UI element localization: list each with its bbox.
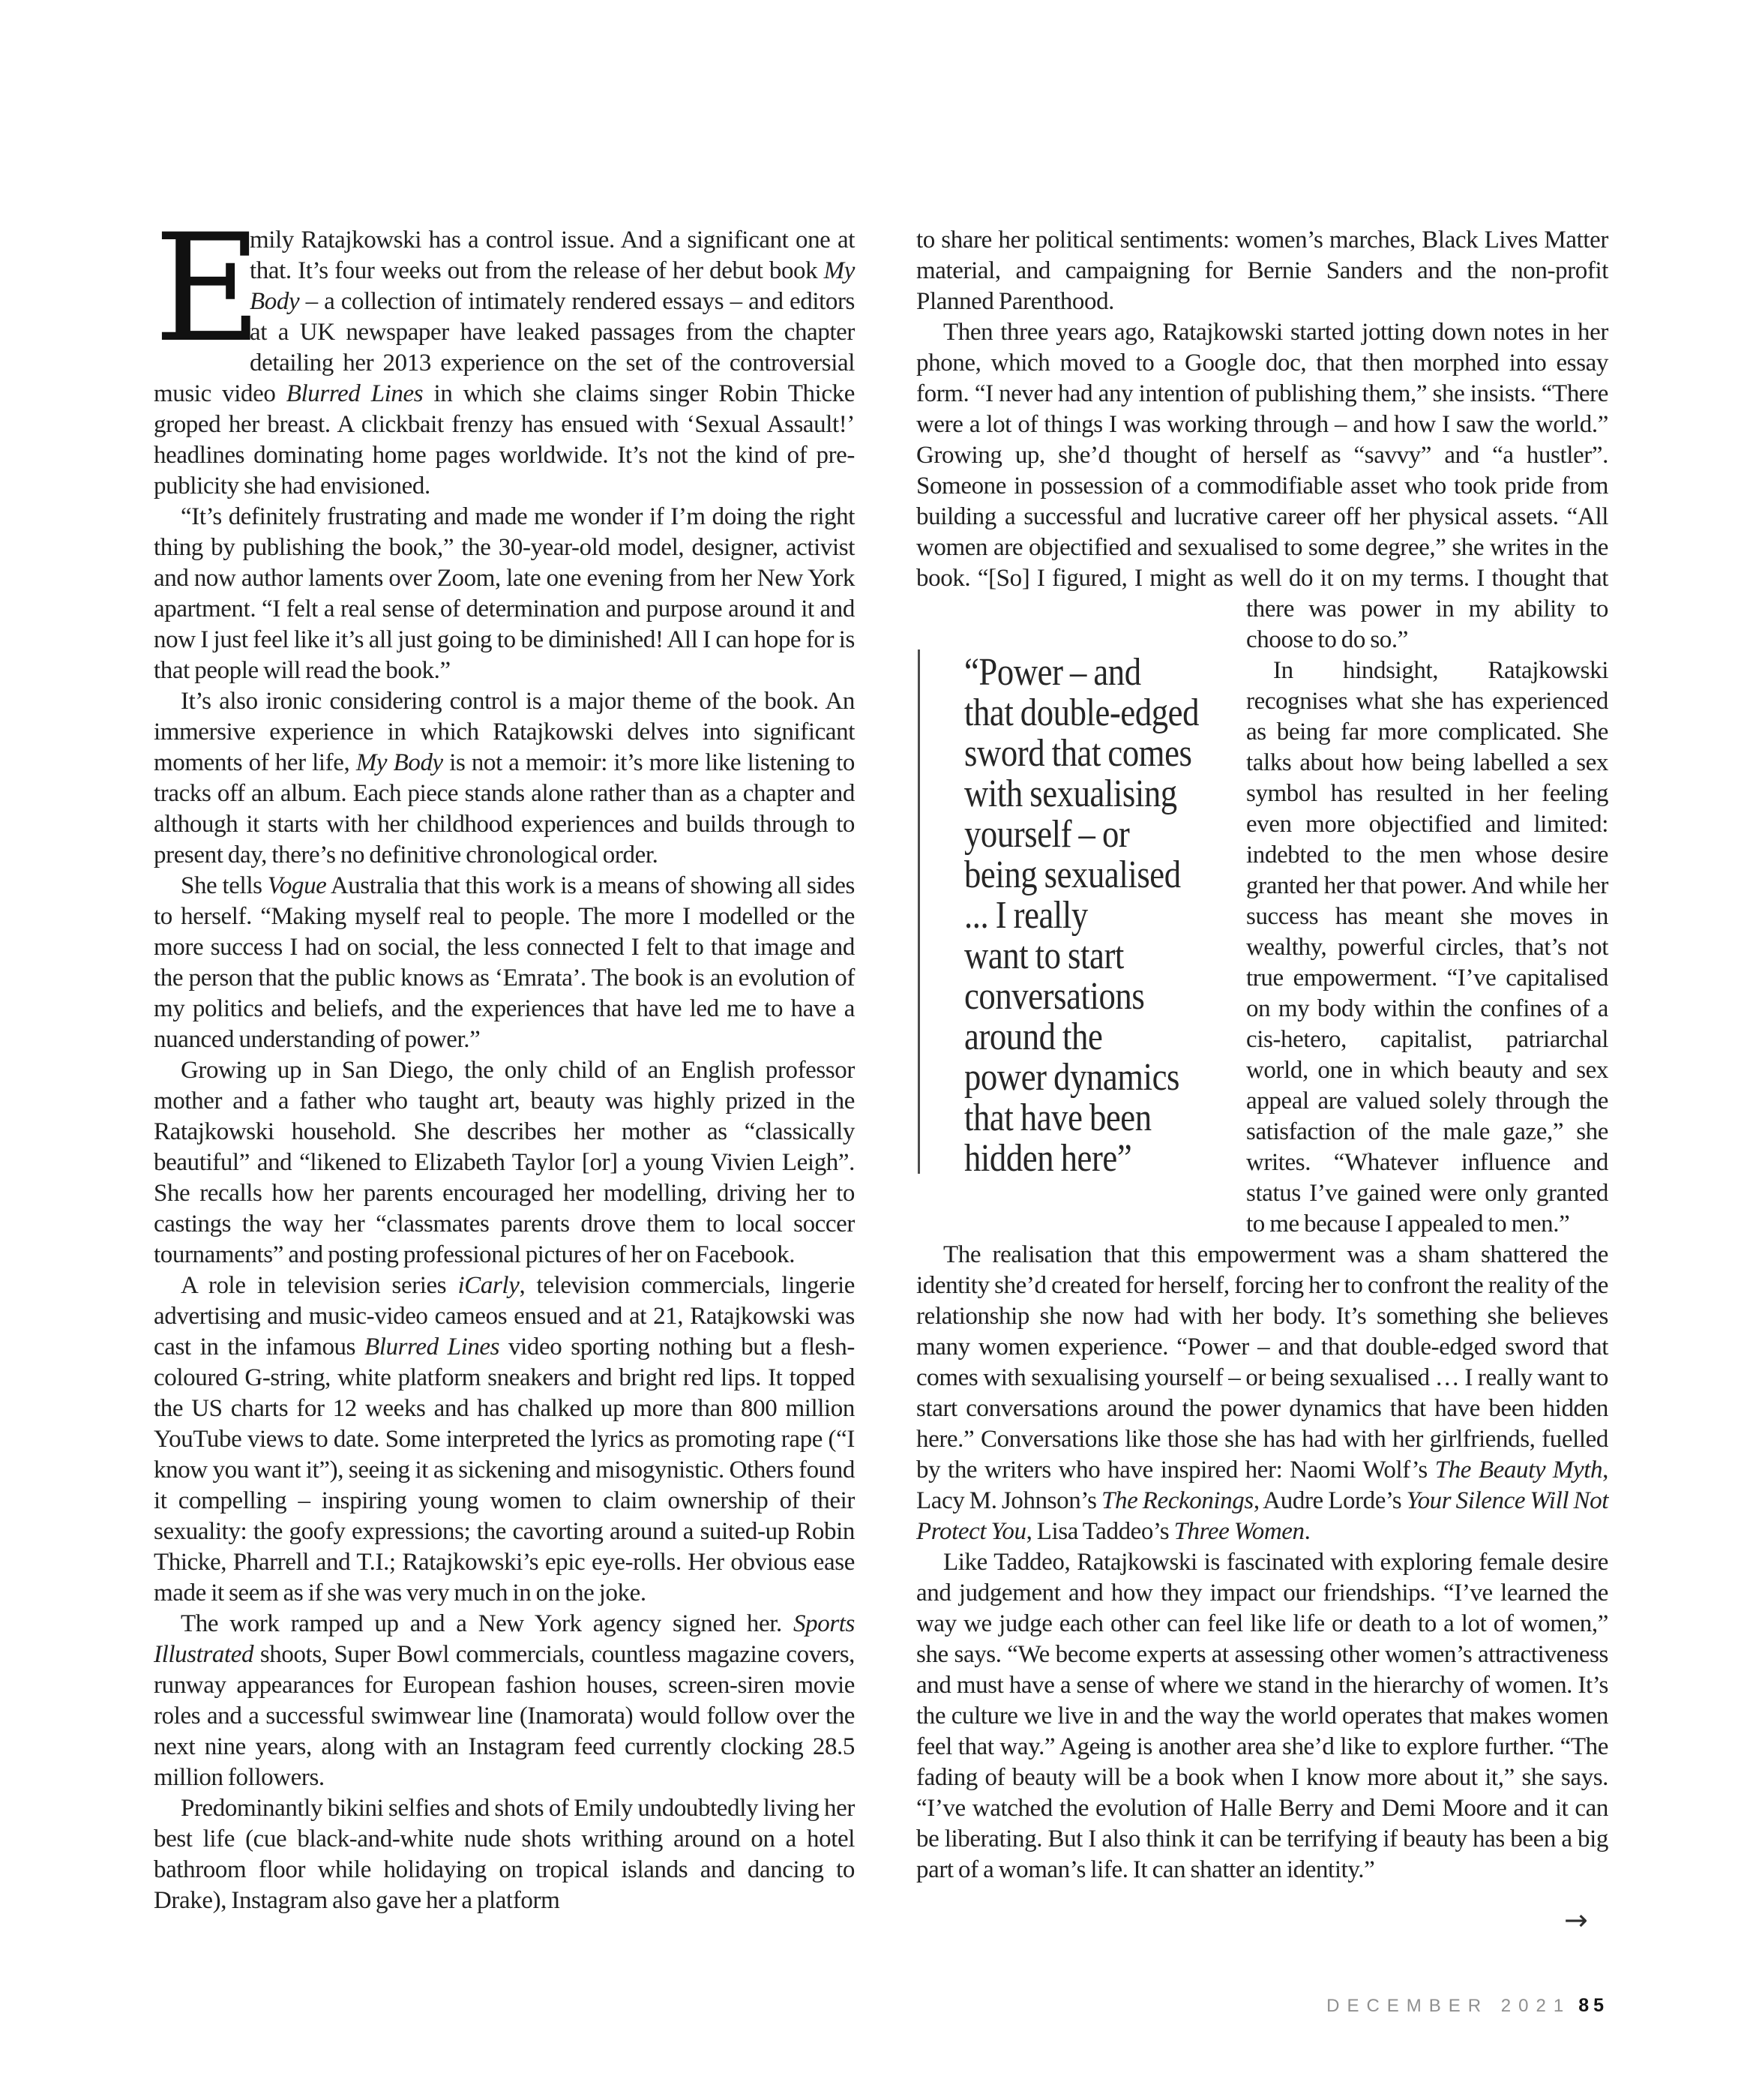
body-paragraph: Predominantly bikini selfies and shots of Emily undoubtedly living her best life (cue black-and-white nude shots writhing around on a hotel bathroom floor while holidaying on tropical islands and dancing to Drake), Instagram also gave her a platform: [154, 1795, 855, 1914]
pull-quote-line: “Power – and: [964, 651, 1141, 694]
body-paragraph: It’s also ironic considering control is a major theme of the book. An immersive experience in which Ratajkowski delves into significant moments of her life, My Body is not a memoir: it’s more like listening to tracks off an album. Each piece stands alone rather than as a chapter and although it starts with her childhood experiences and builds through to present day, there’s no definitive chronological order.: [154, 688, 855, 868]
continuation-arrow-icon: →: [1564, 1904, 1588, 1936]
pull-quote-line: power dynamics: [964, 1056, 1180, 1099]
pull-quote-line: conversations: [964, 975, 1145, 1018]
opening-paragraph-text: mily Ratajkowski has a control issue. And a significant one at that. It’s four weeks out from the release of her debut book My Body – a collection of intimately rendered essays – and editors at a UK newspaper have leaked passages from the chapter detailing her 2013 experience on the set of the controversial music video Blurred Lines in which she claims singer Robin Thicke groped her breast. A clickbait frenzy has ensued with ‘Sexual Assault!’ headlines dominating home pages worldwide. It’s not the kind of pre-publicity she had envisioned.: [154, 226, 856, 500]
body-paragraph: Like Taddeo, Ratajkowski is fascinated with exploring female desire and judgement and how they impact our friendships. “I’ve learned the way we judge each other can feel like life or death to a lot of women,” she says. “We become experts at assessing other women’s attractiveness and must have a sense of where we stand in the hierarchy of women. It’s the culture we live in and the way the world operates that makes women feel that way.” Ageing is another area she’d like to explore further. “The fading of beauty will be a book when I know more about it,” she says. “I’ve watched the evolution of Halle Berry and Demi Moore and it can be liberating. But I also think it can be terrifying if beauty has been a big part of a woman’s life. It can shatter an identity.”: [916, 1549, 1608, 1883]
page-footer: [1326, 1995, 1608, 2017]
body-paragraph: The realisation that this empowerment was a sham shattered the identity she’d created for herself, forcing her to confront the reality of the relationship she now had with her body. It’s something she believes many women experience. “Power – and that double-edged sword that comes with sexualising yourself – or being sexualised … I really want to start conversations around the power dynamics that have been hidden here.” Conversations like those she has had with her girlfriends, fuelled by the writers who have inspired her: Naomi Wolf’s The Beauty Myth, Lacy M. Johnson’s The Reckonings, Audre Lorde’s Your Silence Will Not Protect You, Lisa Taddeo’s Three Women.: [916, 1241, 1609, 1545]
article-body: [154, 202, 1609, 1916]
body-paragraph: to share her political sentiments: women’s marches, Black Lives Matter material, and campaigning for Bernie Sanders and the non-profit Planned Parenthood.: [916, 226, 1608, 315]
pull-quote-line: ... I really: [964, 894, 1088, 937]
left-column: [154, 202, 856, 1916]
pull-quote-line: sword that comes: [964, 732, 1192, 775]
body-paragraph: Then three years ago, Ratajkowski started jotting down notes in her phone, which moved to a Google doc, that then morphed into essay form. “I never had any intention of publishing them,” she insists. “There were a lot of things I was working through – and how I saw the world.” Growing up, she’d thought of herself as “savvy” and “a hustler”. Someone in possession of a commodifiable asset who took pride from building a successful and lucrative career off her physical assets. “All women are objectified and sexualised to some degree,” she writes in the book. “[So] I figured, I might as well do it on my terms. I thought that there was power in my ability to choose to do so.”: [916, 319, 1608, 653]
pull-quote-line: yourself – or: [964, 813, 1130, 856]
opening-paragraph: [154, 202, 856, 502]
body-paragraph: “It’s definitely frustrating and made me wonder if I’m doing the right thing by publishing the book,” the 30-year-old model, designer, activist and now author laments over Zoom, late one evening from her New York apartment. “I felt a real sense of determination and purpose around it and now I just feel like it’s all just going to be diminished! All I can hope for is that people will read the book.”: [154, 503, 855, 684]
pull-quote-line: want to start: [964, 934, 1124, 977]
page-number: 85: [1578, 1995, 1608, 2016]
pull-quote-line: being sexualised: [964, 854, 1181, 896]
body-paragraph: In hindsight, Ratajkowski recognises what she has experienced as being far more complicated. She talks about how being labelled a sex symbol has resulted in her feeling even more objectified and limited: indebted to the men whose desire granted her that power. And while her success has meant she moves in wealthy, powerful circles, that’s not true empowerment. “I’ve capitalised on my body within the confines of a cis-hetero, capitalist, patriarchal world, one in which beauty and sex appeal are valued solely through the satisfaction of the male gaze,” she writes. “Whatever influence and status I’ve gained were only granted to me because I appealed to men.”: [1246, 657, 1608, 1238]
pull-quote-line: with sexualising: [964, 772, 1177, 815]
pull-quote-line: that double-edged: [964, 692, 1200, 734]
issue-date: DECEMBER 2021: [1326, 1996, 1572, 2016]
pull-quote-rule: [918, 650, 920, 1174]
pull-quote-line: hidden here”: [964, 1137, 1132, 1180]
body-paragraph: Growing up in San Diego, the only child of an English professor mother and a father who taught art, beauty was highly prized in the Ratajkowski household. She describes her mother as “classically beautiful” and “likened to Elizabeth Taylor [or] a young Vivien Leigh”. She recalls how her parents encouraged her modelling, driving her to castings the way her “classmates parents drove them to local soccer tournaments” and posting professional pictures of her on Facebook.: [154, 1057, 855, 1268]
body-paragraph: The work ramped up and a New York agency signed her. Sports Illustrated shoots, Super Bowl commercials, countless magazine covers, runway appearances for European fashion houses, screen-siren movie roles and a successful swimwear line (Inamorata) would follow over the next nine years, along with an Instagram feed currently clocking 28.5 million followers.: [154, 1610, 855, 1791]
pull-quote: [916, 594, 1246, 1240]
pull-quote-line: that have been: [964, 1096, 1152, 1139]
right-column: [916, 225, 1608, 1916]
body-paragraph: She tells Vogue Australia that this work is a means of showing all sides to herself. “Making myself real to people. The more I modelled or the more success I had on social, the less connected I felt to that image and the person that the public knows as ‘Emrata’. The book is an evolution of my politics and beliefs, and the experiences that have led me to have a nuanced understanding of power.”: [154, 872, 855, 1053]
body-paragraph: A role in television series iCarly, television commercials, lingerie advertising and music-video cameos ensued and at 21, Ratajkowski was cast in the infamous Blurred Lines video sporting nothing but a flesh-coloured G-string, white platform sneakers and bright red lips. It topped the US charts for 12 weeks and has chalked up more than 800 million YouTube views to date. Some interpreted the lyrics as promoting rape (“I know you want it”), seeing it as sickening and misogynistic. Others found it compelling – inspiring young women to claim ownership of their sexuality: the goofy expressions; the cavorting around a suited-up Robin Thicke, Pharrell and T.I.; Ratajkowski’s epic eye-rolls. Her obvious ease made it seem as if she was very much in on the joke.: [154, 1272, 856, 1606]
pull-quote-line: around the: [964, 1016, 1103, 1058]
drop-cap: E: [154, 202, 262, 375]
pull-quote-text: [964, 652, 1199, 1179]
